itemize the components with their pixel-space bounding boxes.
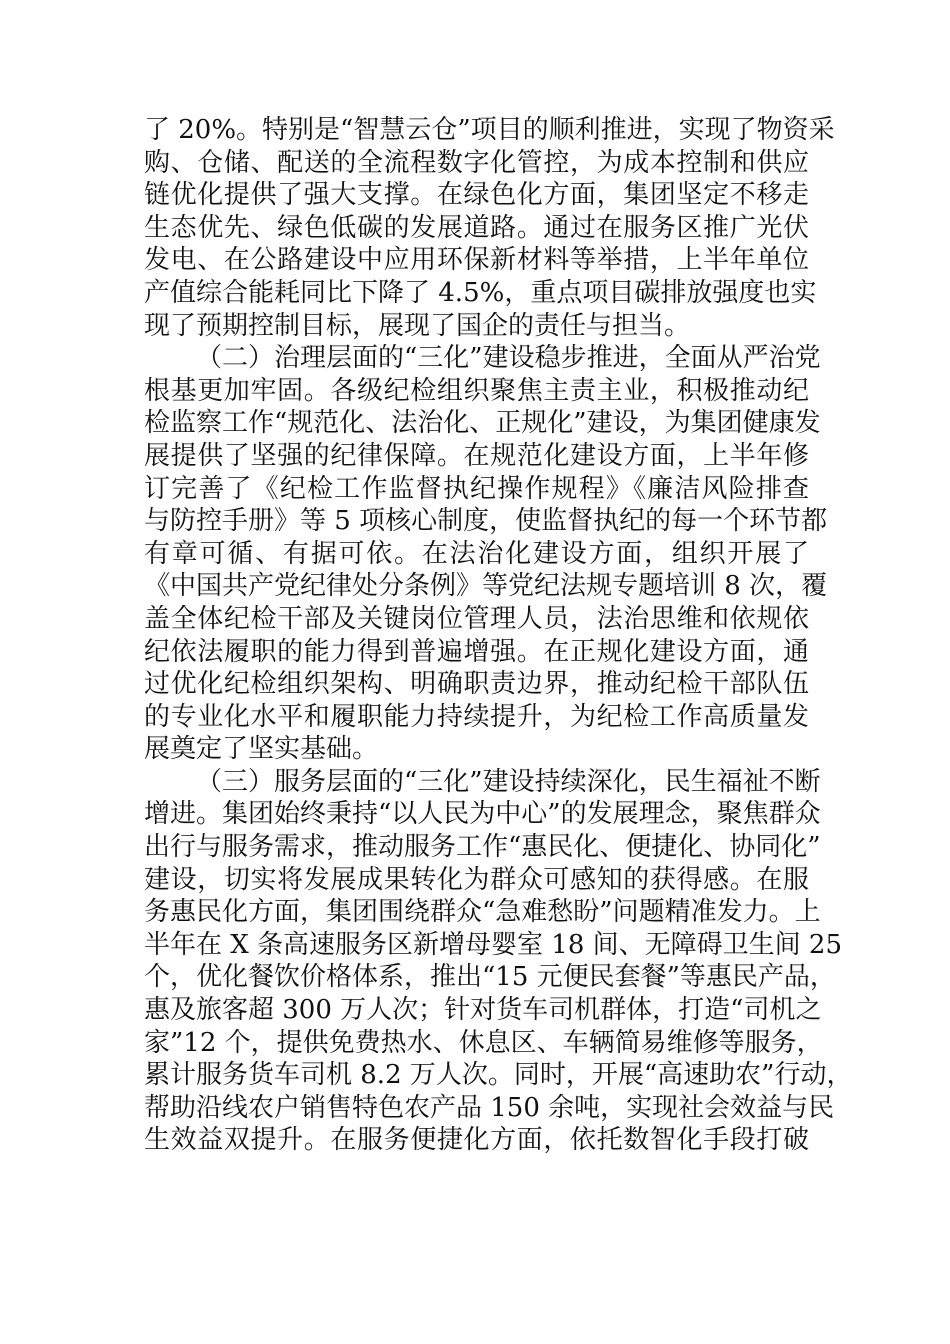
text-line: 购、仓储、配送的全流程数字化管控，为成本控制和供应 bbox=[144, 147, 809, 178]
text-line: 与防控手册》等 5 项核心制度，使监督执纪的每一个环节都 bbox=[144, 506, 828, 537]
text-line: 个，优化餐饮价格体系，推出“15 元便民套餐”等惠民产品， bbox=[144, 962, 836, 993]
paragraph-1 bbox=[144, 114, 835, 342]
paragraph-2 bbox=[144, 342, 828, 766]
text-line: 累计服务货车司机 8.2 万人次。同时，开展“高速助农”行动， bbox=[144, 1060, 853, 1091]
paragraph-3 bbox=[144, 766, 853, 1157]
body-text bbox=[144, 114, 853, 1157]
text-line: 建设，切实将发展成果转化为群众可感知的获得感。在服 bbox=[144, 864, 809, 895]
text-line: （三）服务层面的“三化”建设持续深化，民生福祉不断 bbox=[196, 766, 821, 797]
text-line: 增进。集团始终秉持“以人民为中心”的发展理念，聚焦群众 bbox=[144, 799, 821, 830]
text-line: 生效益双提升。在服务便捷化方面，依托数智化手段打破 bbox=[144, 1125, 809, 1156]
text-line: 了 20%。特别是“智慧云仓”项目的顺利推进，实现了物资采 bbox=[144, 115, 835, 145]
text-line: 展奠定了坚实基础。 bbox=[144, 734, 379, 765]
text-line: 检监察工作“规范化、法治化、正规化”建设，为集团健康发 bbox=[144, 408, 821, 439]
text-line: 的专业化水平和履职能力持续提升，为纪检工作高质量发 bbox=[144, 701, 809, 732]
text-line: 产值综合能耗同比下降了 4.5%，重点项目碳排放强度也实 bbox=[144, 277, 817, 308]
text-line: 链优化提供了强大支撑。在绿色化方面，集团坚定不移走 bbox=[144, 180, 809, 211]
text-line: 盖全体纪检干部及关键岗位管理人员，法治思维和依规依 bbox=[144, 603, 809, 634]
text-line: 展提供了坚强的纪律保障。在规范化建设方面，上半年修 bbox=[144, 440, 809, 471]
text-line: 纪依法履职的能力得到普遍增强。在正规化建设方面，通 bbox=[144, 636, 809, 667]
text-line: 订完善了《纪检工作监督执纪操作规程》《廉洁风险排查 bbox=[144, 473, 809, 504]
text-line: 帮助沿线农户销售特色农产品 150 余吨，实现社会效益与民 bbox=[144, 1092, 835, 1123]
text-line: 过优化纪检组织架构、明确职责边界，推动纪检干部队伍 bbox=[144, 669, 809, 700]
text-line: 生态优先、绿色低碳的发展道路。通过在服务区推广光伏 bbox=[144, 212, 809, 243]
text-line: 发电、在公路建设中应用环保新材料等举措，上半年单位 bbox=[144, 245, 809, 276]
text-line: 现了预期控制目标，展现了国企的责任与担当。 bbox=[144, 310, 691, 341]
text-line: 有章可循、有据可依。在法治化建设方面，组织开展了 bbox=[144, 538, 809, 569]
text-line: （二）治理层面的“三化”建设稳步推进，全面从严治党 bbox=[196, 343, 821, 374]
text-line: 惠及旅客超 300 万人次；针对货车司机群体，打造“司机之 bbox=[144, 995, 822, 1026]
text-line: 出行与服务需求，推动服务工作“惠民化、便捷化、协同化” bbox=[144, 832, 821, 863]
text-line: 《中国共产党纪律处分条例》等党纪法规专题培训 8 次，覆 bbox=[144, 571, 828, 602]
text-line: 半年在 X 条高速服务区新增母婴室 18 间、无障碍卫生间 25 bbox=[144, 929, 843, 960]
text-line: 家”12 个，提供免费热水、休息区、车辆简易维修等服务， bbox=[144, 1027, 823, 1058]
text-line: 根基更加牢固。各级纪检组织聚焦主责主业，积极推动纪 bbox=[144, 375, 809, 406]
text-line: 务惠民化方面，集团围绕群众“急难愁盼”问题精准发力。上 bbox=[144, 897, 821, 928]
